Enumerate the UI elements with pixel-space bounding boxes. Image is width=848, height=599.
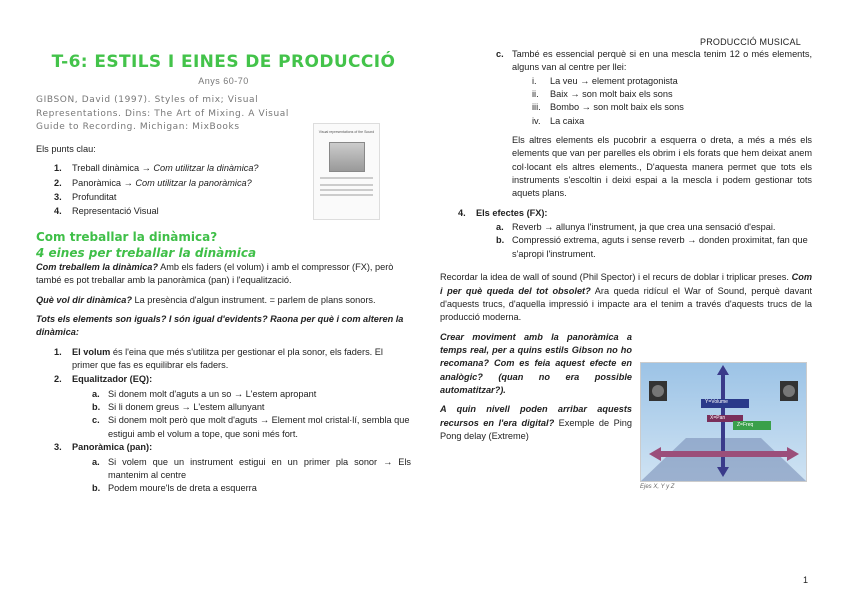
paragraph: Com treballem la dinàmica? Amb els faders (el volum) i amb el compressor (FX), però també es pot treballar amb la panoràmica (pan) i l'equalització. xyxy=(36,262,394,286)
paragraph: Recordar la idea de wall of sound (Phil Spector) i el recurs de doblar i triplicar preses. Com i per què queda del tot obsolet? Ara queda ridícul el War of Sound, perquè davant d'aquests trucs, d'aquella impressió i impacte ara el tenim a través d'aquests trucs de la producció moderna. xyxy=(440,272,812,323)
tools-list xyxy=(36,346,411,496)
paragraph: A quin nivell poden arribar aquests recursos en l'era digital? Exemple de Ping Pong delay (Extreme) xyxy=(440,404,632,441)
thumbnail-image xyxy=(329,142,365,172)
section-heading: Com treballar la dinàmica? xyxy=(36,229,218,244)
list-item: 4. Representació Visual xyxy=(54,206,159,217)
list-item: b. Compressió extrema, aguts i sense reverb → donden proximitat, fan que s'apropi l'instrument. xyxy=(496,235,808,259)
list-item: ii. Baix → son molt baix els sons xyxy=(532,89,673,100)
subtitle: Anys 60-70 xyxy=(198,76,249,87)
x-axis-arrow xyxy=(659,451,789,457)
list-item: a. Si volem que un instrument estigui en un primer pla sonor → Els mantenim al centre xyxy=(92,456,411,480)
page-title: T-6: ESTILS I EINES DE PRODUCCIÓ xyxy=(51,52,396,72)
list-item: 3. Panoràmica (pan): xyxy=(54,442,153,453)
image-caption: Ejes X, Y y Z xyxy=(640,484,675,490)
list-item: a. Reverb → allunya l'instrument, ja que crea una sensació d'espai. xyxy=(496,222,776,233)
x-axis-label: X=Pan xyxy=(710,415,726,421)
subsection-heading: 4 eines per treballar la dinàmica xyxy=(36,245,257,260)
book-page-thumbnail xyxy=(313,123,380,220)
fx-list xyxy=(440,207,812,261)
mix-space-illustration xyxy=(640,362,807,482)
questions-block xyxy=(440,331,632,444)
list-item: 2. Equalitzador (EQ): xyxy=(54,374,153,385)
z-axis-label: Z=Freq xyxy=(737,422,754,428)
thumbnail-title: Visual representations of the Sound xyxy=(318,130,375,134)
list-item: 1. Treball dinàmica → Com utilitzar la dinàmica? xyxy=(54,163,259,174)
list-item: iv. La caixa xyxy=(532,115,585,126)
list-item: b. Si li donem greus → L'estem allunyant xyxy=(92,402,265,413)
list-item: b. Podem moure'ls de dreta a esquerra xyxy=(92,483,257,494)
page-number: 1 xyxy=(803,575,809,585)
paragraph: Els altres elements els pucobrir a esquerra o dreta, a més a més els elements que van per parelles els obrim i els forats que hem deixat anem col·locant els altres elements., D'aquesta manera permet que tots els instruments s'escoltin i deixi espai a la mescla i podem gestionar tots aquets plans. xyxy=(512,135,812,199)
y-axis-label: Y=Volume xyxy=(705,399,728,405)
paragraph: Tots els elements son iguals? I són igual d'evidents? Raona per què i com alteren la dinàmica: xyxy=(36,314,404,338)
bibliographic-reference: GIBSON, David (1997). Styles of mix; Visual Representations. Dins: The Art of Mixing. A Visual Guide to Recording. Michigan: MixBooks xyxy=(36,95,289,133)
list-item: 4. Els efectes (FX): xyxy=(458,207,548,218)
list-item: 1. El volum és l'eina que més s'utilitza per gestionar el pla sonor, els faders. El primer que fas es equilibrar els faders. xyxy=(54,346,383,371)
list-item: c. També es essencial perquè si en una mescla tenim 12 o més elements, alguns van al centre per llei: xyxy=(496,49,812,73)
list-item: 2. Panoràmica → Com utilitzar la panoràmica? xyxy=(54,177,252,188)
paragraph: Crear moviment amb la panoràmica a temps real, per a quins estils Gibson no ho recomana? Com es feia aquest efecte en analògic? (quan no era possible automatitzar?). xyxy=(440,331,632,395)
key-points-label: Els punts clau: xyxy=(36,143,96,154)
running-header: PRODUCCIÓ MUSICAL xyxy=(700,37,801,47)
list-item: c. Si donem molt però que molt d'aguts → Element mol cristal·lí, sembla que estigui amb el volum a tope, que soni més fort. xyxy=(92,415,410,439)
list-item: iii. Bombo → son molt baix els sons xyxy=(532,102,684,113)
left-column xyxy=(36,52,411,496)
paragraph: Què vol dir dinàmica? La presència d'algun instrument. = parlem de plans sonors. xyxy=(36,294,376,305)
pan-continued-list xyxy=(440,48,812,128)
list-item: a. Si donem molt d'aguts a un so → L'estem apropant xyxy=(92,388,317,399)
list-item: 3. Profunditat xyxy=(54,191,117,202)
list-item: i. La veu → element protagonista xyxy=(532,75,678,86)
